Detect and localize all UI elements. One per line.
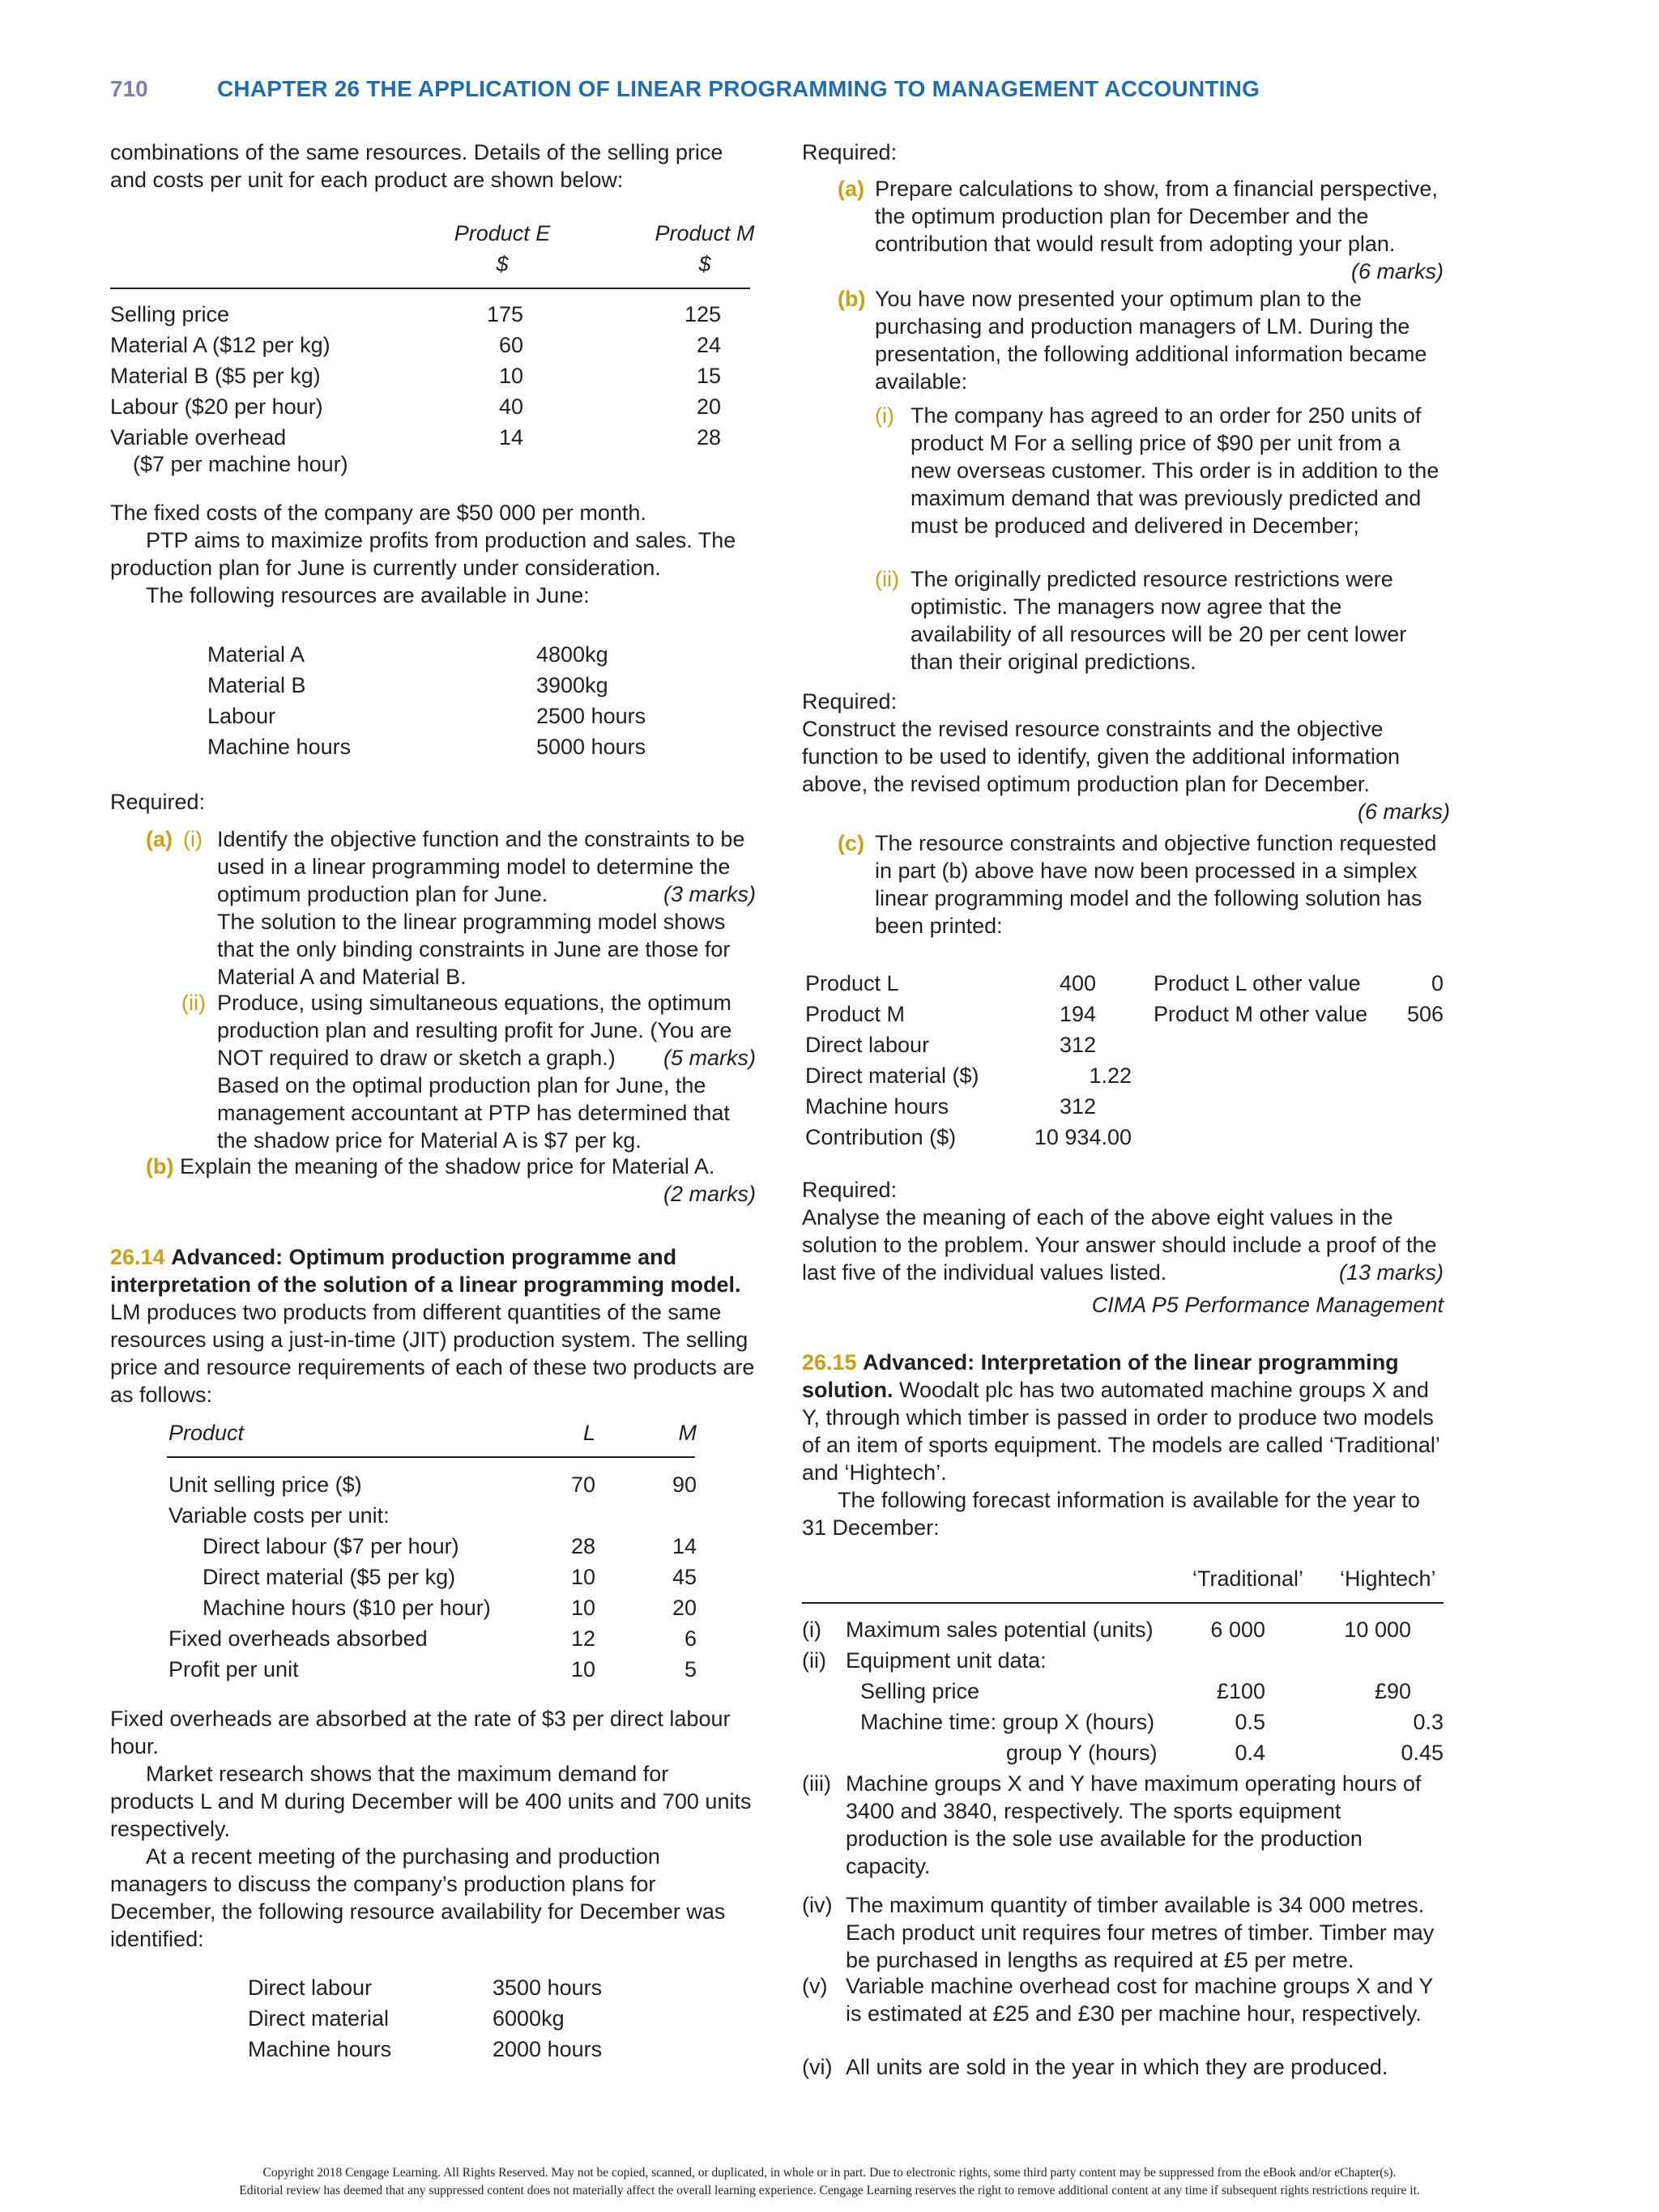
part-a-text: Prepare calculations to show, from a financial perspective, the optimum production plan for December and the contribution that would result from adopting your plan. (6 marks) (875, 177, 1444, 283)
solution-label: Direct labour (805, 1033, 930, 1057)
row-selling-price-traditional: £100 (1216, 1679, 1265, 1703)
row-ii-text: Equipment unit data: (846, 1648, 1047, 1673)
table-cell-product-e: 10 (498, 364, 523, 388)
construct-text: Construct the revised resource constraints and the objective function to be used to identify, given the additional information above, the revised optimum production plan for December. (802, 717, 1400, 796)
resource-value: 2500 hours (536, 704, 646, 728)
item-label: (vi) (802, 2055, 833, 2079)
col-header-product-e: Product E (454, 221, 551, 245)
solution-other-label: Product L other value (1154, 971, 1361, 995)
analyse-block (802, 1176, 1444, 1319)
table-row-label: Direct labour ($7 per hour) (203, 1534, 459, 1558)
solution-label: Product M (805, 1002, 906, 1026)
table-row-label: Material A ($12 per kg) (110, 333, 331, 357)
table-cell-product-m: 20 (696, 394, 721, 419)
forecast-text: The following forecast information is available for the year to 31 December: (802, 1488, 1420, 1540)
solution-label: Product L (805, 971, 899, 995)
row-i-text: Maximum sales potential (units) (846, 1617, 1154, 1642)
question-26-15 (802, 1349, 1450, 1541)
table-cell-m: 5 (684, 1657, 697, 1681)
dec-resource-label: Machine hours (248, 2037, 392, 2061)
table-row-label: Direct material ($5 per kg) (203, 1565, 456, 1589)
solution-other-label: Product M other value (1154, 1002, 1368, 1026)
part-b-i-block (911, 402, 1445, 539)
part-a-i-marks: (3 marks) (663, 882, 756, 906)
col-header-hightech: ‘Hightech’ (1340, 1566, 1436, 1591)
resource-label: Machine hours (207, 735, 352, 759)
table-rule (167, 1456, 695, 1458)
part-a-label: (a) (838, 177, 864, 201)
table-cell-l: 12 (570, 1626, 595, 1651)
part-a-ii-marks: (5 marks) (663, 1046, 756, 1070)
table-row-label: Labour ($20 per hour) (110, 394, 323, 419)
solution-value: 194 (1059, 1002, 1096, 1026)
required-heading-2: Required: (802, 689, 898, 714)
row-i-traditional: 6 000 (1210, 1617, 1265, 1642)
col-currency-m: $ (698, 252, 711, 276)
solution-value: 400 (1059, 971, 1096, 995)
row-machine-x-traditional: 0.5 (1235, 1710, 1265, 1734)
table-cell-product-m: 15 (696, 364, 721, 388)
table-row-label: Machine hours ($10 per hour) (203, 1596, 491, 1620)
table-cell-l: 28 (570, 1534, 595, 1558)
solution-other-value: 0 (1431, 971, 1444, 995)
table-row-label: Material B ($5 per kg) (110, 364, 321, 388)
question-26-14 (110, 1243, 758, 1409)
part-c-block (875, 829, 1444, 940)
left-december-block (110, 1705, 758, 1953)
row-machine-x-hightech: 0.3 (1413, 1710, 1444, 1734)
part-b-ii-label: (ii) (875, 567, 899, 591)
part-a-marks: (6 marks) (1351, 259, 1444, 283)
dec-resource-value: 6000kg (493, 2006, 565, 2031)
table-cell-product-m: 28 (696, 425, 721, 450)
col-header-m: M (678, 1421, 697, 1445)
table-row-label: Variable overhead (110, 425, 287, 450)
copyright-footer (0, 2164, 1659, 2200)
part-a-i-text2: The solution to the linear programming model shows that the only binding constraints in June are those for Material A and Material B. (217, 910, 731, 989)
item-label: (iv) (802, 1893, 833, 1917)
page-number: 710 (110, 76, 148, 101)
fixed-costs-text: The fixed costs of the company are $50 000 per month. (110, 501, 646, 525)
table-cell-l: 10 (570, 1657, 595, 1681)
solution-value: 10 934.00 (1034, 1125, 1132, 1149)
row-machine-y-hightech: 0.45 (1401, 1741, 1444, 1765)
item-text: The maximum quantity of timber available is 34 000 metres. Each product unit requires four metres of timber. Timber may be purchased in lengths as required at £5 per metre. (846, 1893, 1435, 1972)
col-header-product-m: Product M (655, 221, 755, 245)
solution-value: 1.22 (1089, 1063, 1132, 1088)
construct-marks: (6 marks) (1358, 799, 1450, 824)
table-cell-l: 70 (570, 1473, 595, 1497)
item-text: Machine groups X and Y have maximum operating hours of 3400 and 3840, respectively. The sports equipment production is the sole use available for the production capacity. (846, 1771, 1422, 1878)
dec-resource-value: 3500 hours (493, 1975, 603, 2000)
q2615-title: Advanced: Interpretation of the linear programming solution. (802, 1350, 1399, 1402)
table-cell-l: 10 (570, 1596, 595, 1620)
part-b-block (875, 285, 1444, 395)
table-row-label: Unit selling price ($) (168, 1473, 362, 1497)
table-cell-m: 14 (672, 1534, 697, 1558)
col-currency-e: $ (496, 252, 509, 276)
table-rule (802, 1602, 1444, 1604)
part-b-label: (b) (146, 1154, 174, 1178)
table-cell-product-e: 60 (498, 333, 523, 357)
q2614-number: 26.14 (110, 1245, 165, 1269)
copyright-line-1: Copyright 2018 Cengage Learning. All Rights Reserved. May not be copied, scanned, or duplicated, in whole or in part. Due to electronic rights, some third party content may be suppressed from the eBook and/or eChapter(s). (262, 2166, 1397, 2180)
part-a-i-label: (i) (183, 827, 203, 851)
table-cell-m: 90 (672, 1473, 697, 1497)
part-b-text: Explain the meaning of the shadow price for Material A. (180, 1154, 715, 1178)
ptp-text: PTP aims to maximize profits from production and sales. The production plan for June is currently under consideration. (110, 528, 736, 580)
solution-other-value: 506 (1406, 1002, 1444, 1026)
q2614-heading (110, 1243, 758, 1409)
solution-label: Direct material ($) (805, 1063, 979, 1088)
col-header-product: Product (168, 1421, 245, 1445)
item-text: All units are sold in the year in which they are produced. (846, 2055, 1388, 2079)
dec-resource-label: Direct material (248, 2006, 390, 2031)
table-cell-m: 6 (684, 1626, 697, 1651)
part-c-text: The resource constraints and objective function requested in part (b) above have now been processed in a simplex linear programming model and the following solution has been printed: (875, 831, 1437, 938)
part-b-ii-block (911, 565, 1445, 676)
table-row-continuation: ($7 per machine hour) (133, 452, 348, 476)
dec-resource-value: 2000 hours (493, 2037, 603, 2061)
solution-label: Machine hours (805, 1094, 949, 1119)
col-header-l: L (582, 1421, 595, 1445)
part-b-i-text: The company has agreed to an order for 250 units of product M For a selling price of $90 per unit from a new overseas customer. This order is in addition to the maximum demand that was previously predicted and must be produced and delivered in December; (911, 403, 1439, 538)
table-rule (110, 288, 750, 289)
part-b-label: (b) (838, 287, 866, 311)
item-label: (iii) (802, 1771, 831, 1796)
row-i-hightech: 10 000 (1344, 1617, 1411, 1642)
required-heading: Required: (110, 790, 206, 814)
row-ii-label: (ii) (802, 1648, 826, 1673)
solution-label: Contribution ($) (805, 1125, 957, 1149)
part-a-ii-label: (ii) (181, 991, 206, 1015)
left-intro (110, 139, 758, 194)
part-a-block (875, 175, 1444, 285)
row-i-label: (i) (802, 1617, 821, 1642)
part-a-i-text: Identify the objective function and the constraints to be used in a linear programming model to determine the optimum production plan for June. (3 marks) (217, 827, 756, 906)
table-cell-m: 45 (672, 1565, 697, 1589)
table-row-label: Variable costs per unit: (168, 1503, 390, 1528)
left-fixed-costs-block (110, 499, 758, 609)
intro-text: combinations of the same resources. Details of the selling price and costs per unit for each product are shown below: (110, 140, 723, 192)
part-b-i-label: (i) (875, 403, 894, 428)
q2614-title: Advanced: Optimum production programme and interpretation of the solution of a linear programming model. (110, 1245, 741, 1297)
solution-value: 312 (1059, 1094, 1096, 1119)
table-cell-product-e: 175 (486, 302, 523, 326)
part-b-text: You have now presented your optimum plan to the purchasing and production managers of LM. During the presentation, the following additional information became available: (875, 287, 1427, 394)
item-label: (v) (802, 1974, 828, 1998)
table-cell-l: 10 (570, 1565, 595, 1589)
resource-value: 5000 hours (536, 735, 646, 759)
table-row-label: Profit per unit (168, 1657, 299, 1681)
part-b-ii-text: The originally predicted resource restrictions were optimistic. The managers now agree that the availability of all resources will be 20 per cent lower than their original predictions. (911, 567, 1407, 674)
q2614-text: LM produces two products from different quantities of the same resources using a just-in-time (JIT) production system. The selling price and resource requirements of each of these two products are as follows: (110, 1300, 755, 1407)
resource-value: 3900kg (536, 673, 608, 697)
part-a-label: (a) (146, 827, 173, 851)
fixed-overheads-text: Fixed overheads are absorbed at the rate of $3 per direct labour hour. (110, 1707, 731, 1758)
q2615-text: Woodalt plc has two automated machine groups X and Y, through which timber is passed in order to produce two models of an item of sports equipment. The models are called ‘Traditional’ and ‘Hightech’. (802, 1378, 1439, 1485)
table-row-label: Selling price (110, 302, 230, 326)
analyse-marks: (13 marks) (1338, 1260, 1444, 1285)
part-a-ii-text2: Based on the optimal production plan for June, the management accountant at PTP has determined that the shadow price for Material A is $7 per kg. (217, 1073, 730, 1153)
required-heading-3: Required: (802, 1178, 898, 1202)
market-research-text: Market research shows that the maximum demand for products L and M during December will be 400 units and 700 units respectively. (110, 1762, 752, 1841)
part-a-ii-text: Produce, using simultaneous equations, the optimum production plan and resulting profit for June. (You are NOT required to draw or sketch a graph.) (5 marks) (217, 991, 756, 1070)
table-cell-product-e: 40 (498, 394, 523, 419)
table-cell-m: 20 (672, 1596, 697, 1620)
dec-resource-label: Direct labour (248, 1975, 373, 2000)
resource-value: 4800kg (536, 642, 608, 667)
table-cell-product-m: 24 (696, 333, 721, 357)
q2615-heading (802, 1349, 1450, 1486)
part-a-ii-block (217, 989, 756, 1154)
row-selling-price-hightech: £90 (1374, 1679, 1411, 1703)
q2615-number: 26.15 (802, 1350, 857, 1375)
row-machine-y-traditional: 0.4 (1235, 1741, 1265, 1765)
resource-label: Labour (207, 704, 276, 728)
row-machine-y-label: group Y (hours) (1006, 1741, 1158, 1765)
resource-label: Material B (207, 673, 306, 697)
table-cell-product-m: 125 (684, 302, 721, 326)
part-b-line (146, 1153, 714, 1180)
table-cell-product-e: 14 (498, 425, 523, 450)
part-b-marks: (2 marks) (663, 1182, 756, 1206)
item-text: Variable machine overhead cost for machine groups X and Y is estimated at £25 and £30 per machine hour, respectively. (846, 1974, 1433, 2026)
row-machine-x-label: Machine time: group X (hours) (860, 1710, 1155, 1734)
following-resources-text: The following resources are available in June: (146, 583, 590, 607)
part-c-label: (c) (838, 831, 864, 855)
part-a-i-block (217, 825, 756, 991)
solution-value: 312 (1059, 1033, 1096, 1057)
construct-block (802, 688, 1450, 825)
copyright-line-2: Editorial review has deemed that any suppressed content does not materially affect the overall learning experience. Cengage Learning reserves the right to remove additional content at any time if subsequent rights restrictions require it. (239, 2184, 1420, 2197)
resource-label: Material A (207, 642, 305, 667)
col-header-traditional: ‘Traditional’ (1192, 1566, 1304, 1591)
source-citation: CIMA P5 Performance Management (1091, 1293, 1444, 1317)
analyse-text: Analyse the meaning of each of the above eight values in the solution to the problem. Your answer should include a proof of the last five of the individual values listed. (13 marks) (802, 1205, 1444, 1285)
chapter-title: CHAPTER 26 THE APPLICATION OF LINEAR PROGRAMMING TO MANAGEMENT ACCOUNTING (217, 76, 1260, 101)
required-heading: Required: (802, 140, 898, 164)
row-selling-price-label: Selling price (860, 1679, 980, 1703)
meeting-text: At a recent meeting of the purchasing and production managers to discuss the company’s production plans for December, the following resource availability for December was identified: (110, 1844, 726, 1951)
table-row-label: Fixed overheads absorbed (168, 1626, 428, 1651)
